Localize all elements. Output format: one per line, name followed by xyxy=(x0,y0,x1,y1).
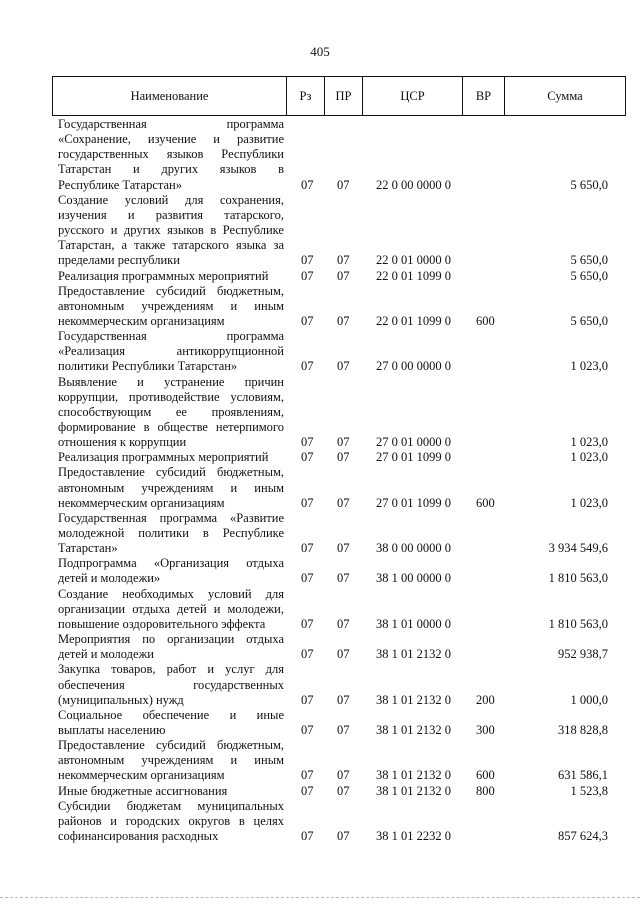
row-pr: 07 xyxy=(337,435,350,450)
row-name-line: Реализация программных мероприятий xyxy=(58,450,269,465)
row-sum: 952 938,7 xyxy=(558,647,608,662)
row-name-line: изучения и развития татарского, xyxy=(58,207,284,222)
row-sum: 631 586,1 xyxy=(558,768,608,783)
table-row xyxy=(0,375,640,451)
row-rz: 07 xyxy=(301,495,314,510)
header-name: Наименование xyxy=(130,88,209,103)
row-csr: 27 0 01 1099 0 xyxy=(376,450,451,465)
table-row xyxy=(0,511,640,556)
row-name-line: молодежной политики в Республике xyxy=(58,526,284,541)
row-rz: 07 xyxy=(301,435,314,450)
row-name-line: способствующим ее проявлениям, xyxy=(58,404,284,419)
row-name-line: автономным учреждениям и иным xyxy=(58,753,284,768)
row-rz: 07 xyxy=(301,783,314,798)
row-name-line: софинансирования расходных xyxy=(58,829,219,844)
row-sum: 1 023,0 xyxy=(570,450,608,465)
row-name-line: государственных языков Республики xyxy=(58,147,284,162)
table-row xyxy=(0,465,640,510)
row-name-line: отношения к коррупции xyxy=(58,435,187,450)
row-pr: 07 xyxy=(337,177,350,192)
row-pr: 07 xyxy=(337,647,350,662)
row-sum: 5 650,0 xyxy=(570,313,608,328)
row-vr: 300 xyxy=(476,722,495,737)
row-name xyxy=(58,117,284,193)
row-pr: 07 xyxy=(337,692,350,707)
table-header xyxy=(52,76,626,116)
row-name-line: Подпрограмма «Организация отдыха xyxy=(58,556,284,571)
row-name xyxy=(58,587,284,632)
row-vr: 600 xyxy=(476,313,495,328)
table-row xyxy=(0,632,640,662)
row-name-line: некоммерческим организациям xyxy=(58,495,225,510)
row-pr: 07 xyxy=(337,268,350,283)
row-name-line: Создание необходимых условий для xyxy=(58,586,284,601)
row-sum: 1 000,0 xyxy=(570,692,608,707)
row-sum: 1 023,0 xyxy=(570,435,608,450)
row-name-line: «Реализация антикоррупционной xyxy=(58,344,284,359)
row-csr: 38 1 01 2132 0 xyxy=(376,647,451,662)
row-name-line: Социальное обеспечение и иные xyxy=(58,707,284,722)
row-pr: 07 xyxy=(337,450,350,465)
row-sum: 5 650,0 xyxy=(570,177,608,192)
header-sum: Сумма xyxy=(504,77,625,115)
row-name-line: некоммерческим организациям xyxy=(58,313,225,328)
row-name-line: формирование в обществе нетерпимого xyxy=(58,419,284,434)
row-name-line: детей и молодежи xyxy=(58,647,154,662)
row-name-line: Татарстан» xyxy=(58,541,118,556)
row-name-line: Татарстан, а также татарского языка за xyxy=(58,238,284,253)
row-name-line: организации отдыха детей и молодежи, xyxy=(58,601,284,616)
row-sum: 1 523,8 xyxy=(570,783,608,798)
table-row xyxy=(0,587,640,632)
row-csr: 27 0 01 0000 0 xyxy=(376,435,451,450)
row-name-line: русского и других языков в Республике xyxy=(58,223,284,238)
row-rz: 07 xyxy=(301,253,314,268)
row-rz: 07 xyxy=(301,829,314,844)
row-sum: 1 810 563,0 xyxy=(548,616,608,631)
row-rz: 07 xyxy=(301,268,314,283)
table-row xyxy=(0,708,640,738)
row-csr: 38 0 00 0000 0 xyxy=(376,541,451,556)
row-name xyxy=(58,799,284,844)
row-name xyxy=(58,511,284,556)
row-csr: 27 0 00 0000 0 xyxy=(376,359,451,374)
row-name-line: автономным учреждениям и иным xyxy=(58,298,284,313)
row-rz: 07 xyxy=(301,541,314,556)
row-name xyxy=(58,375,284,451)
row-name xyxy=(58,632,284,662)
row-pr: 07 xyxy=(337,495,350,510)
table-row xyxy=(0,284,640,329)
row-pr: 07 xyxy=(337,571,350,586)
row-name-line: выплаты населению xyxy=(58,722,166,737)
row-csr: 27 0 01 1099 0 xyxy=(376,495,451,510)
table-row xyxy=(0,269,640,284)
row-csr: 22 0 01 0000 0 xyxy=(376,253,451,268)
row-name-line: Иные бюджетные ассигнования xyxy=(58,783,228,798)
row-rz: 07 xyxy=(301,768,314,783)
row-rz: 07 xyxy=(301,313,314,328)
row-csr: 38 1 01 2132 0 xyxy=(376,692,451,707)
table-row xyxy=(0,193,640,269)
row-name-line: Закупка товаров, работ и услуг для xyxy=(58,662,284,677)
row-name xyxy=(58,738,284,783)
row-name xyxy=(58,556,284,586)
row-pr: 07 xyxy=(337,829,350,844)
row-name xyxy=(58,450,284,465)
row-sum: 1 810 563,0 xyxy=(548,571,608,586)
row-name xyxy=(58,465,284,510)
row-name-line: некоммерческим организациям xyxy=(58,768,225,783)
row-rz: 07 xyxy=(301,616,314,631)
row-name xyxy=(58,662,284,707)
row-name xyxy=(58,329,284,374)
row-sum: 3 934 549,6 xyxy=(548,541,608,556)
row-pr: 07 xyxy=(337,313,350,328)
row-name-line: Республике Татарстан» xyxy=(58,177,182,192)
row-csr: 38 1 01 2132 0 xyxy=(376,722,451,737)
row-name-line: Создание условий для сохранения, xyxy=(58,192,284,207)
row-name-line: детей и молодежи» xyxy=(58,571,161,586)
page-bottom-rule xyxy=(0,897,640,899)
row-pr: 07 xyxy=(337,783,350,798)
row-sum: 318 828,8 xyxy=(558,722,608,737)
row-sum: 857 624,3 xyxy=(558,829,608,844)
row-name-line: Предоставление субсидий бюджетным, xyxy=(58,465,284,480)
row-name-line: Мероприятия по организации отдыха xyxy=(58,632,284,647)
row-sum: 1 023,0 xyxy=(570,495,608,510)
row-rz: 07 xyxy=(301,692,314,707)
row-name xyxy=(58,284,284,329)
row-name-line: Выявление и устранение причин xyxy=(58,374,284,389)
row-csr: 38 1 01 2132 0 xyxy=(376,783,451,798)
row-name-line: Государственная программа «Развитие xyxy=(58,510,284,525)
row-rz: 07 xyxy=(301,571,314,586)
row-name xyxy=(58,269,284,284)
row-name-line: Государственная программа xyxy=(58,117,284,131)
row-pr: 07 xyxy=(337,722,350,737)
header-csr: ЦСР xyxy=(362,77,462,115)
row-rz: 07 xyxy=(301,647,314,662)
row-name-line: Предоставление субсидий бюджетным, xyxy=(58,738,284,753)
row-name xyxy=(58,708,284,738)
row-name-line: повышение оздоровительного эффекта xyxy=(58,616,266,631)
row-name-line: политики Республики Татарстан» xyxy=(58,359,238,374)
table-row xyxy=(0,556,640,586)
row-csr: 22 0 01 1099 0 xyxy=(376,268,451,283)
table-row xyxy=(0,329,640,374)
row-sum: 5 650,0 xyxy=(570,253,608,268)
table-row xyxy=(0,117,640,193)
row-pr: 07 xyxy=(337,616,350,631)
page-number: 405 xyxy=(310,44,330,59)
row-vr: 600 xyxy=(476,495,495,510)
row-name-line: Субсидии бюджетам муниципальных xyxy=(58,798,284,813)
row-name-line: обеспечения государственных xyxy=(58,677,284,692)
row-name xyxy=(58,193,284,269)
table-row xyxy=(0,450,640,465)
table-row xyxy=(0,799,640,844)
row-pr: 07 xyxy=(337,541,350,556)
row-name-line: пределами республики xyxy=(58,253,180,268)
table-row xyxy=(0,784,640,799)
row-rz: 07 xyxy=(301,177,314,192)
row-name-line: районов и городских округов в целях xyxy=(58,813,284,828)
header-vr: ВР xyxy=(462,77,504,115)
row-rz: 07 xyxy=(301,359,314,374)
row-pr: 07 xyxy=(337,359,350,374)
row-name-line: (муниципальных) нужд xyxy=(58,692,184,707)
row-pr: 07 xyxy=(337,253,350,268)
header-rz: Рз xyxy=(286,77,324,115)
row-vr: 800 xyxy=(476,783,495,798)
row-name-line: Предоставление субсидий бюджетным, xyxy=(58,283,284,298)
header-pr: ПР xyxy=(324,77,362,115)
row-csr: 38 1 01 2232 0 xyxy=(376,829,451,844)
row-rz: 07 xyxy=(301,722,314,737)
row-sum: 1 023,0 xyxy=(570,359,608,374)
row-csr: 22 0 01 1099 0 xyxy=(376,313,451,328)
row-name-line: Государственная программа xyxy=(58,329,284,344)
row-name-line: Реализация программных мероприятий xyxy=(58,268,269,283)
row-name xyxy=(58,784,284,799)
row-rz: 07 xyxy=(301,450,314,465)
row-name-line: «Сохранение, изучение и развитие xyxy=(58,132,284,147)
row-vr: 200 xyxy=(476,692,495,707)
row-csr: 38 1 00 0000 0 xyxy=(376,571,451,586)
table-row xyxy=(0,662,640,707)
row-name-line: Татарстан и других языков в xyxy=(58,162,284,177)
row-csr: 38 1 01 0000 0 xyxy=(376,616,451,631)
row-name-line: автономным учреждениям и иным xyxy=(58,480,284,495)
row-name-line: коррупции, противодействие условиям, xyxy=(58,389,284,404)
row-pr: 07 xyxy=(337,768,350,783)
row-csr: 22 0 00 0000 0 xyxy=(376,177,451,192)
table-row xyxy=(0,738,640,783)
row-csr: 38 1 01 2132 0 xyxy=(376,768,451,783)
row-vr: 600 xyxy=(476,768,495,783)
row-sum: 5 650,0 xyxy=(570,268,608,283)
